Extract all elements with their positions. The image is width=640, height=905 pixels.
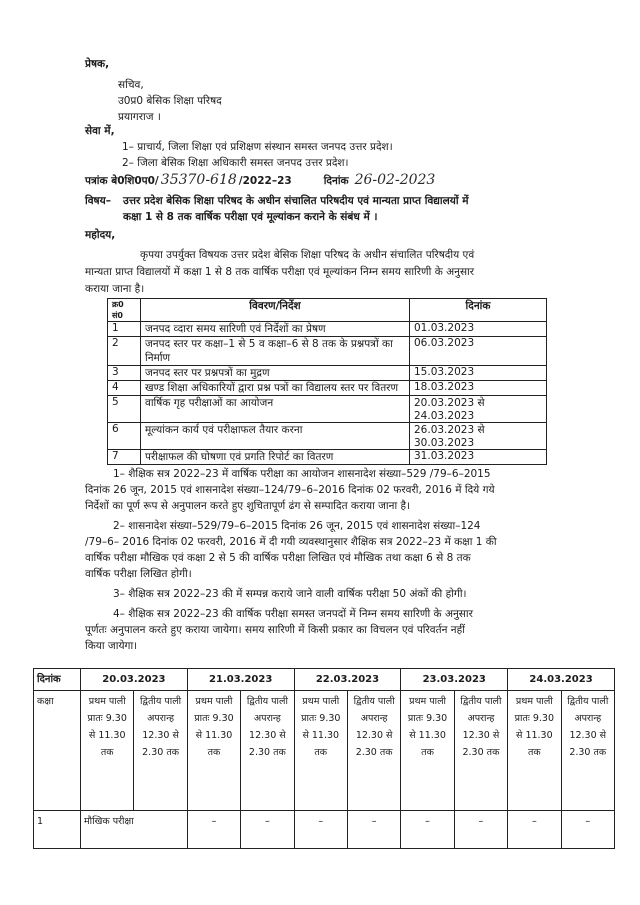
row-desc: जनपद स्तर पर प्रश्नपत्रों का मुद्रण <box>141 366 410 381</box>
mahoday-label: महोदय, <box>85 229 116 241</box>
row-date: 06.03.2023 <box>410 337 547 366</box>
shift-2-cell: द्वितीय पाली अपरान्ह 12.30 से 2.30 तक <box>134 691 187 811</box>
patrank-line <box>85 172 435 188</box>
timetable-shift-row <box>34 691 615 811</box>
row-date: 15.03.2023 <box>410 366 547 381</box>
dash-cell: – <box>187 811 240 849</box>
schedule-table <box>107 298 547 465</box>
row-desc: मूल्यांकन कार्य एवं परीक्षाफल तैयार करना <box>141 423 410 450</box>
shift-2-cell: द्वितीय पाली अपरान्ह 12.30 से 2.30 तक <box>347 691 400 811</box>
to-line-2: 2– जिला बेसिक शिक्षा अधिकारी समस्त जनपद उत्तर प्रदेश। <box>122 157 349 169</box>
row-sn: 7 <box>108 450 141 465</box>
row-date: 31.03.2023 <box>410 450 547 465</box>
point-1-line-2: दिनांक 26 जून, 2015 एवं शासनादेश संख्या–124/79–6–2016 दिनांक 02 फरवरी, 2016 में दिये गये <box>85 484 495 496</box>
row-desc: जनपद स्तर पर कक्षा–1 से 5 व कक्षा–6 से 8 तक के प्रश्नपत्रों का निर्माण <box>141 337 410 366</box>
date-col-2: 21.03.2023 <box>187 669 294 691</box>
points-block <box>85 466 605 654</box>
row-date: 20.03.2023 से 24.03.2023 <box>410 396 547 423</box>
dash-cell: – <box>454 811 507 849</box>
row-sn: 5 <box>108 396 141 423</box>
date-col-5: 24.03.2023 <box>508 669 615 691</box>
point-2-line-4: वार्षिक परीक्षा लिखित होगी। <box>85 568 192 580</box>
row-date: 26.03.2023 से 30.03.2023 <box>410 423 547 450</box>
dash-cell: – <box>561 811 614 849</box>
intro-line-1: कृपया उपर्युक्त विषयक उत्तर प्रदेश बेसिक शिक्षा परिषद के अधीन संचालित परिषदीय एवं <box>140 249 475 261</box>
row-sn: 1 <box>108 322 141 337</box>
point-2-line-3: वार्षिक परीक्षा मौखिक एवं कक्षा 2 से 5 की वार्षिक परीक्षा लिखित एवं मौखिक तथा कक्षा 6 से 8 तक <box>85 552 471 564</box>
subject-line-1: उत्तर प्रदेश बेसिक शिक्षा परिषद के अधीन संचालित परिषदीय एवं मान्यता प्राप्त विद्यालयों में <box>123 195 469 207</box>
to-line-1: 1– प्राचार्य, जिला शिक्षा एवं प्रशिक्षण संस्थान समस्त जनपद उत्तर प्रदेश। <box>122 141 393 153</box>
patrank-year: /2022–23 <box>238 175 292 187</box>
dash-cell: – <box>294 811 347 849</box>
intro-line-2: मान्यता प्राप्त विद्यालयों में कक्षा 1 से 8 तक वार्षिक परीक्षा एवं मूल्यांकन निम्न समय सारिणी के अनुसार <box>85 266 475 278</box>
intro-line-3: कराया जाना है। <box>85 283 145 295</box>
subject-label: विषय– <box>85 195 111 207</box>
table-row <box>108 337 547 366</box>
table-row <box>108 381 547 396</box>
row-desc: जनपद व्दारा समय सारिणी एवं निर्देशों का प्रेषण <box>141 322 410 337</box>
from-line-2: उ0प्र0 बेसिक शिक्षा परिषद <box>118 95 222 107</box>
table-row <box>108 366 547 381</box>
table-row <box>108 396 547 423</box>
shift-1-cell: प्रथम पाली प्रातः 9.30 से 11.30 तक <box>81 691 134 811</box>
point-3-line-1: 3– शैक्षिक सत्र 2022–23 की में सम्पन्न कराये जाने वाली वार्षिक परीक्षा 50 अंकों की होगी। <box>113 588 467 600</box>
point-1-line-1: 1– शैक्षिक सत्र 2022–23 में वार्षिक परीक्षा का आयोजन शासनादेश संख्या–529 /79–6–2015 <box>113 468 491 480</box>
from-line-3: प्रयागराज । <box>118 111 161 123</box>
row-sn: 4 <box>108 381 141 396</box>
exam-timetable <box>33 668 615 849</box>
table-row <box>108 322 547 337</box>
shift-1-cell: प्रथम पाली प्रातः 9.30 से 11.30 तक <box>187 691 240 811</box>
row-subject: मौखिक परीक्षा <box>81 811 188 849</box>
class-header-cell: कक्षा <box>34 691 81 811</box>
point-4-line-1: 4– शैक्षिक सत्र 2022–23 की वार्षिक परीक्षा समस्त जनपदों में निम्न समय सारिणी के अनुसार <box>113 608 473 620</box>
row-sn: 6 <box>108 423 141 450</box>
point-4-line-2: पूर्णतः अनुपालन करते हुए कराया जायेगा। समय सारिणी में किसी प्रकार का विचलन एवं परिवर्तन नहीं <box>85 624 465 636</box>
schedule-header-row <box>108 299 547 322</box>
seva-me-label: सेवा में, <box>85 125 115 137</box>
shift-2-cell: द्वितीय पाली अपरान्ह 12.30 से 2.30 तक <box>561 691 614 811</box>
date-header-cell: दिनांक <box>34 669 81 691</box>
from-line-1: सचिव, <box>118 79 144 91</box>
table-row <box>108 423 547 450</box>
date-col-1: 20.03.2023 <box>81 669 188 691</box>
patrank-label: पत्रांक बे0शि0प0/ <box>85 175 159 187</box>
dash-cell: – <box>347 811 400 849</box>
row-sn: 2 <box>108 337 141 366</box>
point-4-line-3: किया जायेगा। <box>85 640 138 652</box>
row-date: 18.03.2023 <box>410 381 547 396</box>
shift-2-cell: द्वितीय पाली अपरान्ह 12.30 से 2.30 तक <box>454 691 507 811</box>
col-date-header: दिनांक <box>410 299 547 322</box>
timetable-date-row <box>34 669 615 691</box>
letter-date: 26-02-2023 <box>354 172 436 188</box>
dash-cell: – <box>401 811 454 849</box>
row-date: 01.03.2023 <box>410 322 547 337</box>
subject-line-2: कक्षा 1 से 8 तक वार्षिक परीक्षा एवं मूल्यांकन कराने के संबंध में । <box>123 211 378 223</box>
dash-cell: – <box>241 811 294 849</box>
shift-1-cell: प्रथम पाली प्रातः 9.30 से 11.30 तक <box>294 691 347 811</box>
row-sn: 3 <box>108 366 141 381</box>
point-1-line-3: निर्देशों का पूर्ण रूप से अनुपालन करते हुए शुचितापूर्ण ढंग से सम्पादित कराया जाना है। <box>85 500 411 512</box>
shift-2-cell: द्वितीय पाली अपरान्ह 12.30 से 2.30 तक <box>241 691 294 811</box>
row-desc: वार्षिक गृह परीक्षाओं का आयोजन <box>141 396 410 423</box>
date-label: दिनांक <box>323 175 349 187</box>
point-2-line-1: 2– शासनादेश संख्या–529/79–6–2015 दिनांक 26 जून, 2015 एवं शासनादेश संख्या–124 <box>113 520 481 532</box>
row-desc: खण्ड शिक्षा अधिकारियों द्वारा प्रश्न पत्रों का विद्यालय स्तर पर वितरण <box>141 381 410 396</box>
table-row <box>34 811 615 849</box>
col-desc-header: विवरण/निर्देश <box>141 299 410 322</box>
patrank-number: 35370-618 <box>160 172 237 188</box>
dash-cell: – <box>508 811 561 849</box>
shift-1-cell: प्रथम पाली प्रातः 9.30 से 11.30 तक <box>508 691 561 811</box>
point-2-line-2: /79–6– 2016 दिनांक 02 फरवरी, 2016 में दी गयी व्यवस्थानुसार शैक्षिक सत्र 2022–23 में कक्षा 1 की <box>85 536 497 548</box>
col-sn-header: क्र0 सं0 <box>108 299 141 322</box>
date-col-4: 23.03.2023 <box>401 669 508 691</box>
row-desc: परीक्षाफल की घोषणा एवं प्रगति रिपोर्ट का वितरण <box>141 450 410 465</box>
prashak-label: प्रेषक, <box>85 58 110 70</box>
date-col-3: 22.03.2023 <box>294 669 401 691</box>
shift-1-cell: प्रथम पाली प्रातः 9.30 से 11.30 तक <box>401 691 454 811</box>
table-row <box>108 450 547 465</box>
row-class: 1 <box>34 811 81 849</box>
